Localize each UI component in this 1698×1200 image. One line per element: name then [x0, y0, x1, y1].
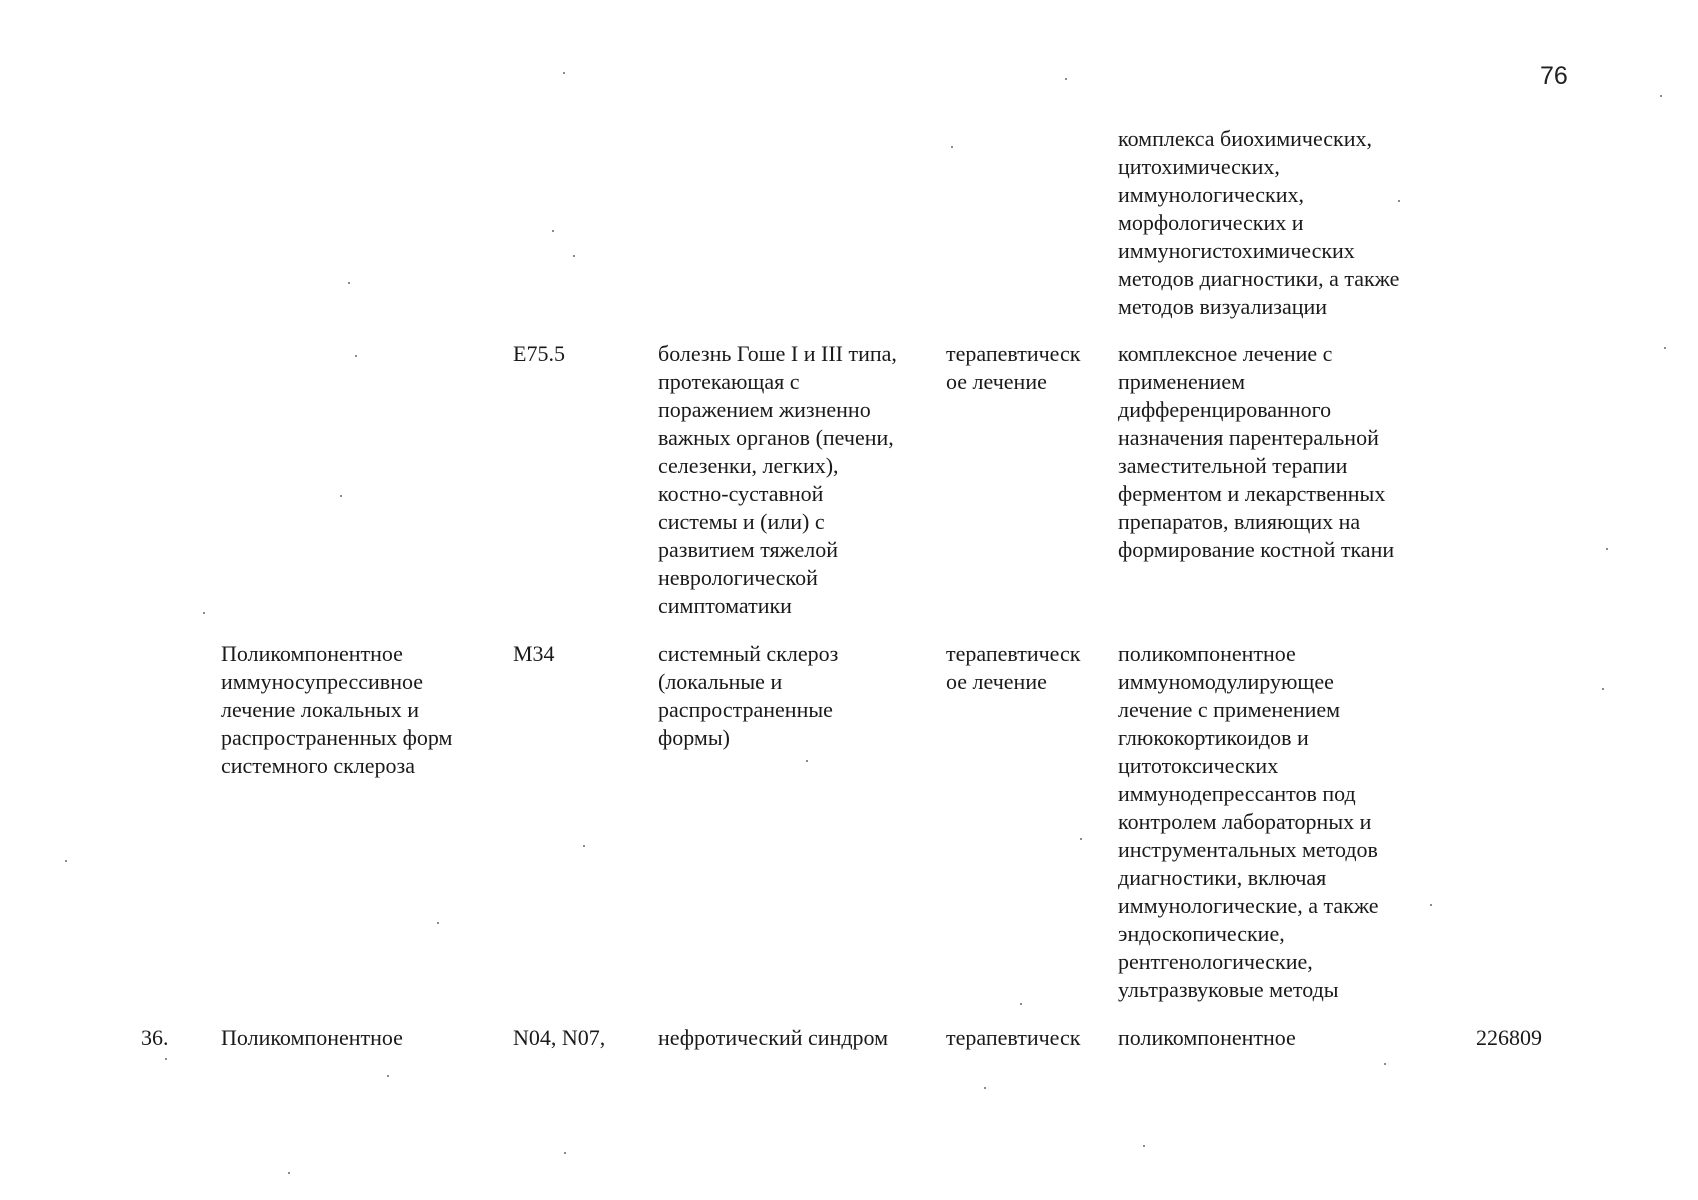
scan-speck: [1660, 95, 1662, 97]
scan-speck: [1020, 1003, 1022, 1005]
price-value: 226809: [1476, 1025, 1542, 1050]
scan-speck: [165, 1058, 167, 1060]
patient-model: болезнь Гоше I и III типа, протекающая с поражением жизненно важных органов (печени, селезенки, легких), костно-суставной системы и (или) с развитием тяжелой неврологической симптоматики: [658, 341, 897, 618]
scan-speck: [951, 146, 953, 148]
scan-speck: [355, 355, 357, 357]
scan-speck: [1065, 78, 1067, 80]
row-number: 36.: [141, 1025, 169, 1050]
scan-speck: [340, 495, 342, 497]
scan-speck: [552, 230, 554, 232]
icd-code: E75.5: [513, 341, 565, 366]
treatment-type: терапевтическ ое лечение: [946, 641, 1081, 694]
scan-speck: [1143, 1145, 1145, 1147]
scan-speck: [387, 1075, 389, 1077]
treatment-method: поликомпонентное иммуномодулирующее лечение с применением глюкокортикоидов и цитотоксических иммунодепрессантов под контролем лабораторных и инструментальных методов диагностики, включая иммунологические, а также эндоскопические, рентгенологические, ультразвуковые методы: [1118, 641, 1379, 1002]
care-name: Поликомпонентное: [221, 1025, 403, 1050]
icd-code: M34: [513, 641, 555, 666]
scan-speck: [984, 1087, 986, 1089]
scan-speck: [1430, 904, 1432, 906]
scan-speck: [563, 72, 565, 74]
scan-speck: [65, 860, 67, 862]
scan-speck: [288, 1172, 290, 1174]
patient-model: нефротический синдром: [658, 1025, 889, 1050]
treatment-method: комплексное лечение с применением дифференцированного назначения парентеральной заместительной терапии ферментом и лекарственных препаратов, влияющих на формирование костной ткани: [1118, 341, 1395, 562]
treatment-type: терапевтическ: [946, 1025, 1081, 1050]
scan-speck: [1602, 688, 1604, 690]
scan-speck: [806, 760, 808, 762]
care-name: Поликомпонентное иммуносупрессивное лечение локальных и распространенных форм системного склероза: [221, 641, 453, 778]
treatment-method: комплекса биохимических, цитохимических, иммунологических, морфологических и иммуногистохимических методов диагностики, а также методов визуализации: [1118, 126, 1400, 319]
scan-speck: [1398, 200, 1400, 202]
patient-model: системный склероз (локальные и распространенные формы): [658, 641, 839, 750]
scan-speck: [1664, 347, 1666, 349]
scan-speck: [1080, 838, 1082, 840]
scan-speck: [1606, 548, 1608, 550]
treatment-type: терапевтическ ое лечение: [946, 341, 1081, 394]
page-number: 76: [1540, 62, 1568, 90]
icd-code: N04, N07,: [513, 1025, 606, 1050]
scan-speck: [564, 1152, 566, 1154]
scan-speck: [437, 922, 439, 924]
scan-speck: [573, 255, 575, 257]
treatment-method: поликомпонентное: [1118, 1025, 1296, 1050]
scan-speck: [583, 845, 585, 847]
scan-speck: [1384, 1063, 1386, 1065]
scan-speck: [348, 282, 350, 284]
scan-speck: [203, 612, 205, 614]
